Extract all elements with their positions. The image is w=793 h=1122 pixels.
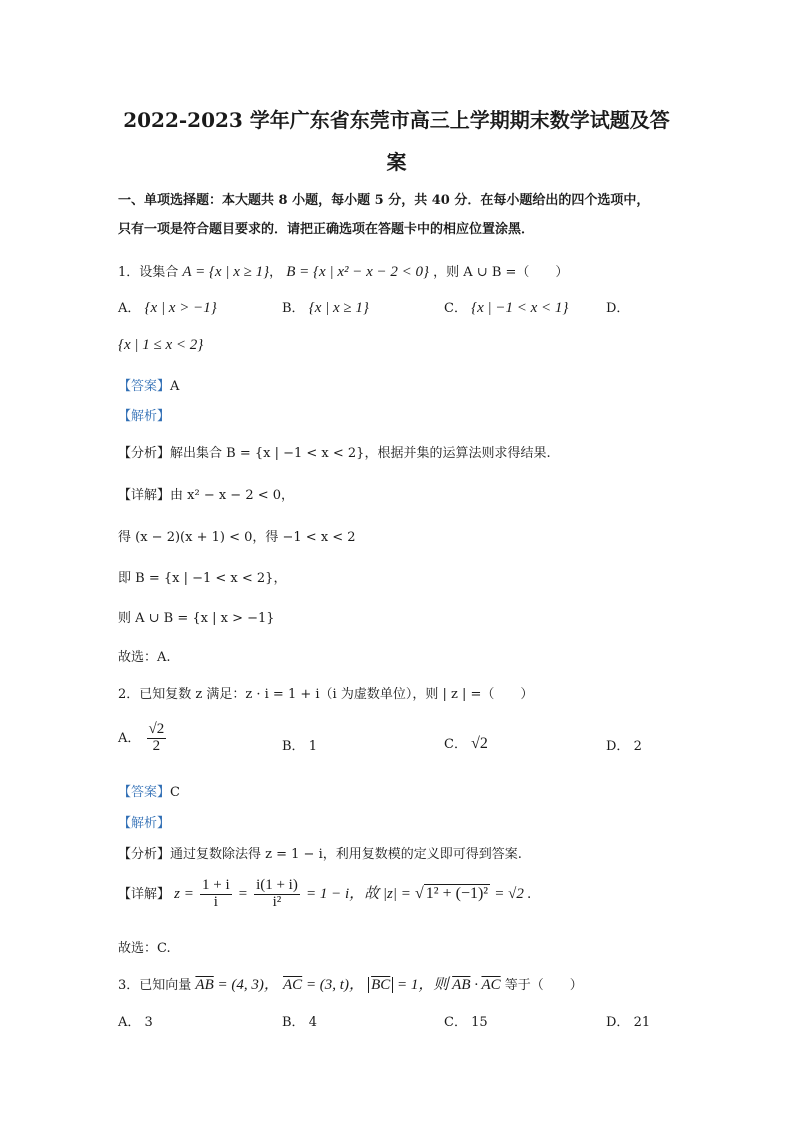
- option-label: C．: [444, 301, 467, 316]
- section-heading-line2: 只有一项是符合题目要求的．请把正确选项在答题卡中的相应位置涂黑．: [118, 222, 535, 237]
- vector-bc: $\overline{BC}$: [371, 977, 391, 993]
- q1-option-c: [444, 297, 568, 317]
- answer-value: A: [170, 379, 180, 394]
- q2-detail: 【详解】 z = $\frac{1 + i}{i}$ = $\frac{i(1 + i)}{\text{i²}}$ = 1 − i，故 |z| = √ 1² + (−1)² = √2 .: [118, 877, 532, 910]
- fraction-numerator: √2: [148, 721, 165, 737]
- q1-option-b: [282, 297, 369, 317]
- fenxi-tag: 【分析】: [118, 446, 171, 461]
- dot-ab: $\overline{AB}$: [452, 977, 471, 993]
- option-label: A．: [118, 301, 141, 316]
- q1-answer: [118, 375, 179, 394]
- q3-option-c: [444, 1011, 488, 1030]
- fraction-numerator: i(1 + i): [256, 877, 298, 893]
- option-label: A．: [118, 1015, 141, 1030]
- option-text: 15: [471, 1015, 488, 1030]
- q3-stem-prefix: 3．已知向量: [118, 978, 192, 993]
- detail-fraction-2: [254, 878, 300, 911]
- q3-stem: [118, 973, 583, 994]
- q1-detail-step4: 则 A ∪ B = {x | x > −1}: [118, 611, 275, 626]
- option-label: B．: [282, 1015, 305, 1030]
- q1-sep: ，: [269, 265, 283, 280]
- detail-lhs: z =: [174, 885, 194, 902]
- vector-bc-norm: [368, 977, 393, 993]
- answer-tag: 【答案】: [118, 379, 171, 394]
- option-label: A．: [118, 730, 141, 746]
- vector-ac-value: = (3, t)，: [302, 977, 364, 993]
- option-text: 1: [308, 739, 317, 754]
- option-text: 21: [633, 1015, 651, 1030]
- fraction-denominator: i: [213, 893, 218, 910]
- q2-choose: 故选：C.: [118, 941, 171, 956]
- fenxi-text: 解出集合 B = {x | −1 < x < 2}，根据并集的运算法则求得结果.: [170, 446, 551, 461]
- option-text: 4: [308, 1015, 317, 1030]
- section-heading-line1: 一、单项选择题：本大题共 8 小题，每小题 5 分，共 40 分．在每小题给出的四个选项中，: [118, 193, 650, 208]
- option-label: D．: [606, 739, 630, 754]
- q1-detail-step1: [118, 484, 294, 503]
- fraction-denominator: i²: [272, 893, 282, 910]
- answer-value: C: [170, 785, 180, 800]
- option-text: 3: [144, 1015, 153, 1030]
- q2-option-a-fraction: [147, 722, 167, 755]
- q3-option-b: [282, 1011, 317, 1030]
- q1-set-a: A = {x | x ≥ 1}: [182, 264, 270, 280]
- q3-stem-suffix: 等于（ ）: [504, 978, 583, 993]
- option-text: {x | −1 < x < 1}: [471, 300, 569, 316]
- q2-fenxi: [118, 843, 522, 862]
- option-label: B．: [282, 301, 305, 316]
- detail-fraction-1: [200, 878, 232, 911]
- q1-stem-prefix: 1．设集合: [118, 265, 179, 280]
- radicand: 1² + (−1)²: [425, 884, 489, 902]
- q1-stem: [118, 261, 568, 281]
- doc-title-line1: 2022-2023 学年广东省东莞市高三上学期期末数学试题及答: [123, 108, 670, 132]
- fenxi-text: 通过复数除法得 z = 1 − i，利用复数模的定义即可得到答案.: [170, 847, 522, 862]
- option-text: {x | x ≥ 1}: [308, 300, 369, 316]
- q1-fenxi: [118, 442, 551, 461]
- q1-detail-step2: 得 (x − 2)(x + 1) < 0，得 −1 < x < 2: [118, 530, 356, 545]
- fenxi-tag: 【分析】: [118, 847, 171, 862]
- xiangjie-tag: 【详解】: [118, 488, 171, 503]
- option-text: √2: [471, 735, 488, 752]
- detail-radical: √ 1² + (−1)²: [415, 884, 489, 902]
- doc-title-line2: 案: [386, 150, 407, 174]
- q2-stem: 2．已知复数 z 满足：z · i = 1 + i（i 为虚数单位），则 | z | =（ ）: [118, 687, 534, 702]
- q1-option-d-label: D．: [606, 301, 630, 316]
- dot-ac: $\overline{AC}$: [481, 977, 501, 993]
- fraction-denominator: 2: [152, 737, 161, 754]
- fraction-numerator: 1 + i: [202, 877, 230, 893]
- q1-stem-suffix: ，则 A ∪ B =（ ）: [433, 265, 569, 280]
- step-text: 由 x² − x − 2 < 0，: [170, 488, 295, 503]
- q2-option-b: [282, 735, 317, 754]
- q1-option-a: [118, 297, 217, 317]
- xiangjie-tag: 【详解】: [118, 886, 171, 902]
- q1-choose: 故选：A.: [118, 650, 171, 665]
- q2-analysis-tag: 【解析】: [118, 816, 171, 831]
- vector-bc-value: = 1，则: [393, 977, 453, 993]
- q1-detail-step3: 即 B = {x | −1 < x < 2}，: [118, 571, 287, 586]
- q1-set-b: B = {x | x² − x − 2 < 0}: [286, 264, 430, 280]
- vector-ab: $\overline{AB}$: [195, 977, 214, 993]
- q1-option-d-text: {x | 1 ≤ x < 2}: [118, 337, 204, 353]
- q3-option-a: [118, 1011, 153, 1030]
- q2-option-a: [118, 722, 168, 755]
- option-label: D．: [606, 1015, 630, 1030]
- q2-answer: [118, 781, 180, 800]
- q2-option-c: [444, 733, 488, 753]
- q3-option-d: [606, 1011, 650, 1030]
- vector-ac: $\overline{AC}$: [283, 977, 303, 993]
- option-label: C．: [444, 737, 467, 752]
- option-text: 2: [633, 739, 642, 754]
- option-label: B．: [282, 739, 305, 754]
- answer-tag: 【答案】: [118, 785, 171, 800]
- q2-option-d: [606, 735, 642, 754]
- vector-ab-value: = (4, 3)，: [213, 977, 279, 993]
- dot-operator: ·: [470, 977, 482, 993]
- option-text: {x | x > −1}: [144, 300, 217, 316]
- detail-middle: = 1 − i，故 |z| =: [306, 885, 411, 902]
- option-label: C．: [444, 1015, 467, 1030]
- q1-analysis-tag: 【解析】: [118, 409, 171, 424]
- detail-result: = √2 .: [494, 885, 532, 902]
